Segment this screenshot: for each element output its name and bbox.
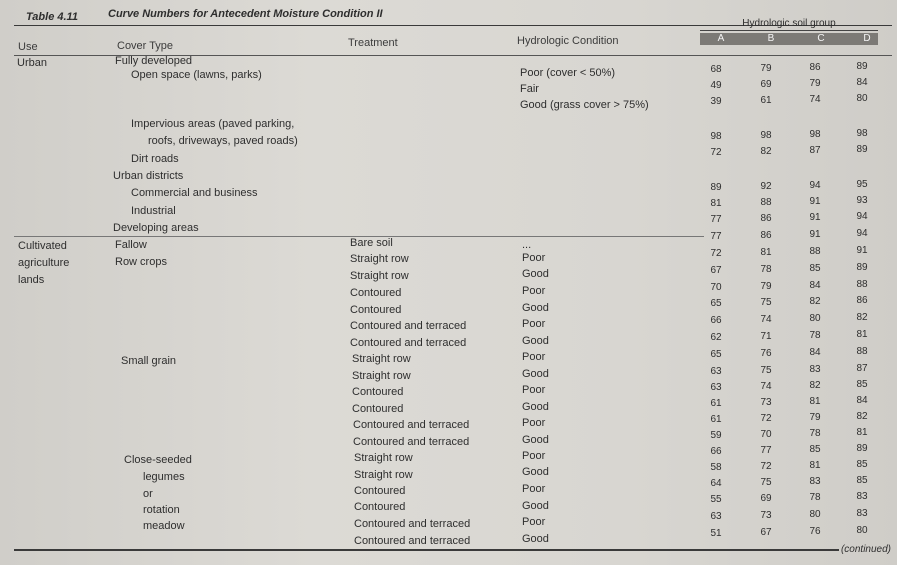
condition-cell: Good: [522, 466, 549, 478]
condition-cell: Poor: [522, 252, 546, 264]
bottom-rule: [14, 549, 839, 551]
cover-or: or: [143, 488, 153, 500]
curve-number-cell: 70: [710, 282, 722, 293]
header-soil-d: D: [863, 33, 871, 44]
curve-number-cell: 75: [760, 365, 772, 376]
curve-number-cell: 85: [809, 444, 821, 455]
cover-urban-districts: Urban districts: [113, 170, 184, 182]
curve-number-cell: 81: [809, 396, 821, 407]
condition-cell: Good: [522, 302, 549, 314]
curve-number-cell: 91: [809, 196, 821, 207]
curve-number-cell: 81: [760, 247, 772, 258]
curve-number-cell: 87: [856, 363, 868, 374]
curve-number-cell: 84: [809, 280, 821, 291]
curve-number-cell: 98: [856, 128, 868, 139]
curve-number-cell: 85: [856, 475, 868, 486]
curve-number-cell: 61: [710, 414, 722, 425]
curve-number-cell: 74: [760, 381, 772, 392]
curve-number-cell: 74: [760, 314, 772, 325]
curve-number-cell: 80: [856, 93, 868, 104]
curve-number-cell: 70: [760, 429, 772, 440]
curve-number-cell: 67: [760, 527, 772, 538]
curve-number-cell: 79: [809, 78, 821, 89]
treatment-cell: Straight row: [354, 469, 413, 481]
cover-dirt-roads: Dirt roads: [131, 153, 179, 165]
curve-number-cell: 83: [856, 491, 868, 502]
treatment-cell: Contoured: [354, 501, 406, 513]
curve-number-cell: 68: [710, 64, 722, 75]
curve-number-cell: 77: [710, 214, 722, 225]
curve-number-cell: 81: [856, 427, 868, 438]
curve-number-cell: 91: [809, 212, 821, 223]
soil-group-rule: [700, 30, 878, 31]
curve-number-cell: 88: [809, 246, 821, 257]
cover-impervious-2: roofs, driveways, paved roads): [148, 135, 298, 147]
condition-cell: Poor: [522, 285, 546, 297]
header-cover-type: Cover Type: [117, 40, 174, 52]
condition-cell: Good: [522, 335, 549, 347]
curve-number-cell: 72: [710, 248, 722, 259]
curve-number-cell: 65: [710, 298, 722, 309]
curve-number-cell: 78: [760, 264, 772, 275]
cover-rotation: rotation: [143, 504, 180, 516]
cover-row-crops: Row crops: [115, 256, 167, 268]
treatment-cell: Bare soil: [350, 237, 393, 249]
condition-cell: Poor: [522, 351, 546, 363]
cover-fallow: Fallow: [115, 239, 147, 251]
treatment-cell: Contoured: [352, 386, 404, 398]
curve-number-cell: 91: [809, 229, 821, 240]
curve-number-cell: 88: [856, 346, 868, 357]
curve-number-cell: 84: [856, 395, 868, 406]
condition-cell: Good: [522, 500, 549, 512]
curve-number-cell: 72: [710, 147, 722, 158]
curve-number-cell: 55: [710, 494, 722, 505]
curve-number-cell: 89: [710, 182, 722, 193]
treatment-cell: Contoured and terraced: [354, 535, 471, 547]
curve-number-cell: 78: [809, 330, 821, 341]
curve-number-cell: 92: [760, 181, 772, 192]
curve-number-cell: 94: [856, 228, 868, 239]
curve-number-cell: 98: [760, 130, 772, 141]
curve-number-cell: 66: [710, 446, 722, 457]
curve-number-cell: 72: [760, 461, 772, 472]
treatment-cell: Straight row: [352, 370, 411, 382]
curve-number-cell: 82: [809, 380, 821, 391]
treatment-cell: Straight row: [350, 270, 409, 282]
condition-cell: Poor: [522, 384, 546, 396]
curve-number-cell: 69: [760, 493, 772, 504]
curve-number-cell: 74: [809, 94, 821, 105]
treatment-cell: Contoured and terraced: [354, 518, 471, 530]
header-soil-b: B: [767, 33, 775, 44]
cond-fair: Fair: [520, 83, 539, 95]
curve-number-cell: 94: [856, 211, 868, 222]
curve-number-cell: 86: [856, 295, 868, 306]
cover-small-grain: Small grain: [121, 355, 177, 367]
curve-number-cell: 89: [856, 262, 868, 273]
curve-number-cell: 77: [710, 231, 722, 242]
table-title: Curve Numbers for Antecedent Moisture Condition II: [108, 8, 383, 20]
curve-number-cell: 63: [710, 366, 722, 377]
condition-cell: Good: [522, 368, 549, 380]
cond-ellipsis: ...: [522, 239, 532, 251]
curve-number-cell: 89: [856, 144, 868, 155]
curve-number-cell: 94: [809, 180, 821, 191]
curve-number-cell: 63: [710, 511, 722, 522]
curve-number-cell: 58: [710, 462, 722, 473]
curve-number-cell: 65: [710, 349, 722, 360]
curve-number-cell: 61: [760, 95, 772, 106]
treatment-cell: Contoured and terraced: [353, 419, 470, 431]
treatment-cell: Contoured: [354, 485, 406, 497]
curve-number-cell: 62: [710, 332, 722, 343]
curve-number-cell: 98: [710, 131, 722, 142]
use-agriculture: agriculture: [18, 257, 70, 269]
curve-number-cell: 81: [710, 198, 722, 209]
curve-number-cell: 82: [760, 146, 772, 157]
curve-number-cell: 83: [809, 476, 821, 487]
curve-number-cell: 98: [809, 129, 821, 140]
curve-number-cell: 77: [760, 445, 772, 456]
cover-open-space: Open space (lawns, parks): [131, 69, 262, 81]
cover-close-seeded: Close-seeded: [124, 454, 192, 466]
cover-developing: Developing areas: [113, 222, 199, 234]
curve-number-cell: 85: [856, 379, 868, 390]
curve-number-cell: 61: [710, 398, 722, 409]
curve-number-cell: 81: [856, 329, 868, 340]
curve-number-cell: 59: [710, 430, 722, 441]
curve-number-cell: 91: [856, 245, 868, 256]
treatment-cell: Straight row: [354, 452, 413, 464]
cond-poor-cover: Poor (cover < 50%): [520, 67, 616, 79]
header-soil-a: A: [717, 33, 725, 44]
treatment-cell: Straight row: [352, 353, 411, 365]
curve-number-cell: 84: [856, 77, 868, 88]
curve-number-cell: 86: [760, 213, 772, 224]
curve-number-cell: 95: [856, 179, 868, 190]
curve-number-cell: 87: [809, 145, 821, 156]
condition-cell: Good: [522, 268, 549, 280]
use-urban: Urban: [17, 57, 47, 69]
condition-cell: Poor: [522, 450, 546, 462]
curve-number-cell: 78: [809, 428, 821, 439]
curve-number-cell: 51: [710, 528, 722, 539]
curve-number-cell: 86: [760, 230, 772, 241]
curve-number-cell: 89: [856, 443, 868, 454]
treatment-cell: Contoured: [352, 403, 404, 415]
curve-number-cell: 63: [710, 382, 722, 393]
curve-number-cell: 85: [856, 459, 868, 470]
condition-cell: Poor: [522, 516, 546, 528]
curve-number-cell: 78: [809, 492, 821, 503]
curve-number-cell: 89: [856, 61, 868, 72]
curve-number-cell: 39: [710, 96, 722, 107]
header-hydrologic-condition: Hydrologic Condition: [517, 35, 619, 47]
curve-number-cell: 64: [710, 478, 722, 489]
cover-fully-developed: Fully developed: [115, 55, 193, 67]
curve-number-cell: 88: [856, 279, 868, 290]
header-soil-group: Hydrologic soil group: [742, 18, 836, 29]
curve-number-cell: 69: [760, 79, 772, 90]
cover-commercial: Commercial and business: [131, 187, 258, 199]
treatment-cell: Contoured and terraced: [353, 436, 470, 448]
curve-number-cell: 83: [809, 364, 821, 375]
table-number: Table 4.11: [26, 11, 78, 23]
treatment-cell: Contoured and terraced: [350, 337, 467, 349]
condition-cell: Poor: [522, 417, 546, 429]
curve-number-cell: 73: [760, 510, 772, 521]
curve-number-cell: 80: [809, 313, 821, 324]
curve-number-cell: 80: [809, 509, 821, 520]
curve-number-cell: 82: [856, 411, 868, 422]
curve-number-cell: 67: [710, 265, 722, 276]
curve-number-cell: 75: [760, 297, 772, 308]
condition-cell: Poor: [522, 483, 546, 495]
curve-number-cell: 81: [809, 460, 821, 471]
curve-number-cell: 85: [809, 263, 821, 274]
cover-industrial: Industrial: [131, 205, 176, 217]
curve-number-cell: 93: [856, 195, 868, 206]
curve-number-cell: 79: [760, 281, 772, 292]
treatment-cell: Straight row: [350, 253, 409, 265]
cover-legumes: legumes: [143, 471, 185, 483]
curve-number-cell: 49: [710, 80, 722, 91]
condition-cell: Poor: [522, 318, 546, 330]
curve-number-cell: 84: [809, 347, 821, 358]
curve-number-cell: 86: [809, 62, 821, 73]
cover-impervious-1: Impervious areas (paved parking,: [131, 118, 295, 130]
curve-number-cell: 75: [760, 477, 772, 488]
curve-number-cell: 79: [760, 63, 772, 74]
curve-number-cell: 76: [760, 348, 772, 359]
curve-number-cell: 72: [760, 413, 772, 424]
cond-good-grass: Good (grass cover > 75%): [520, 99, 649, 111]
curve-number-cell: 82: [809, 296, 821, 307]
curve-number-cell: 88: [760, 197, 772, 208]
condition-cell: Good: [522, 533, 549, 545]
curve-number-cell: 66: [710, 315, 722, 326]
use-cultivated: Cultivated: [18, 240, 67, 252]
curve-number-cell: 73: [760, 397, 772, 408]
curve-number-cell: 82: [856, 312, 868, 323]
curve-number-cell: 83: [856, 508, 868, 519]
header-treatment: Treatment: [348, 37, 398, 49]
condition-cell: Good: [522, 401, 549, 413]
cover-meadow: meadow: [143, 520, 185, 532]
header-soil-c: C: [817, 33, 825, 44]
curve-number-cell: 76: [809, 526, 821, 537]
curve-number-cell: 79: [809, 412, 821, 423]
curve-number-cell: 71: [760, 331, 772, 342]
use-lands: lands: [18, 274, 45, 286]
curve-number-cell: 80: [856, 525, 868, 536]
condition-cell: Good: [522, 434, 549, 446]
treatment-cell: Contoured: [350, 287, 402, 299]
treatment-cell: Contoured and terraced: [350, 320, 467, 332]
continued-note: (continued): [840, 544, 891, 555]
treatment-cell: Contoured: [350, 304, 402, 316]
header-use: Use: [18, 41, 38, 53]
